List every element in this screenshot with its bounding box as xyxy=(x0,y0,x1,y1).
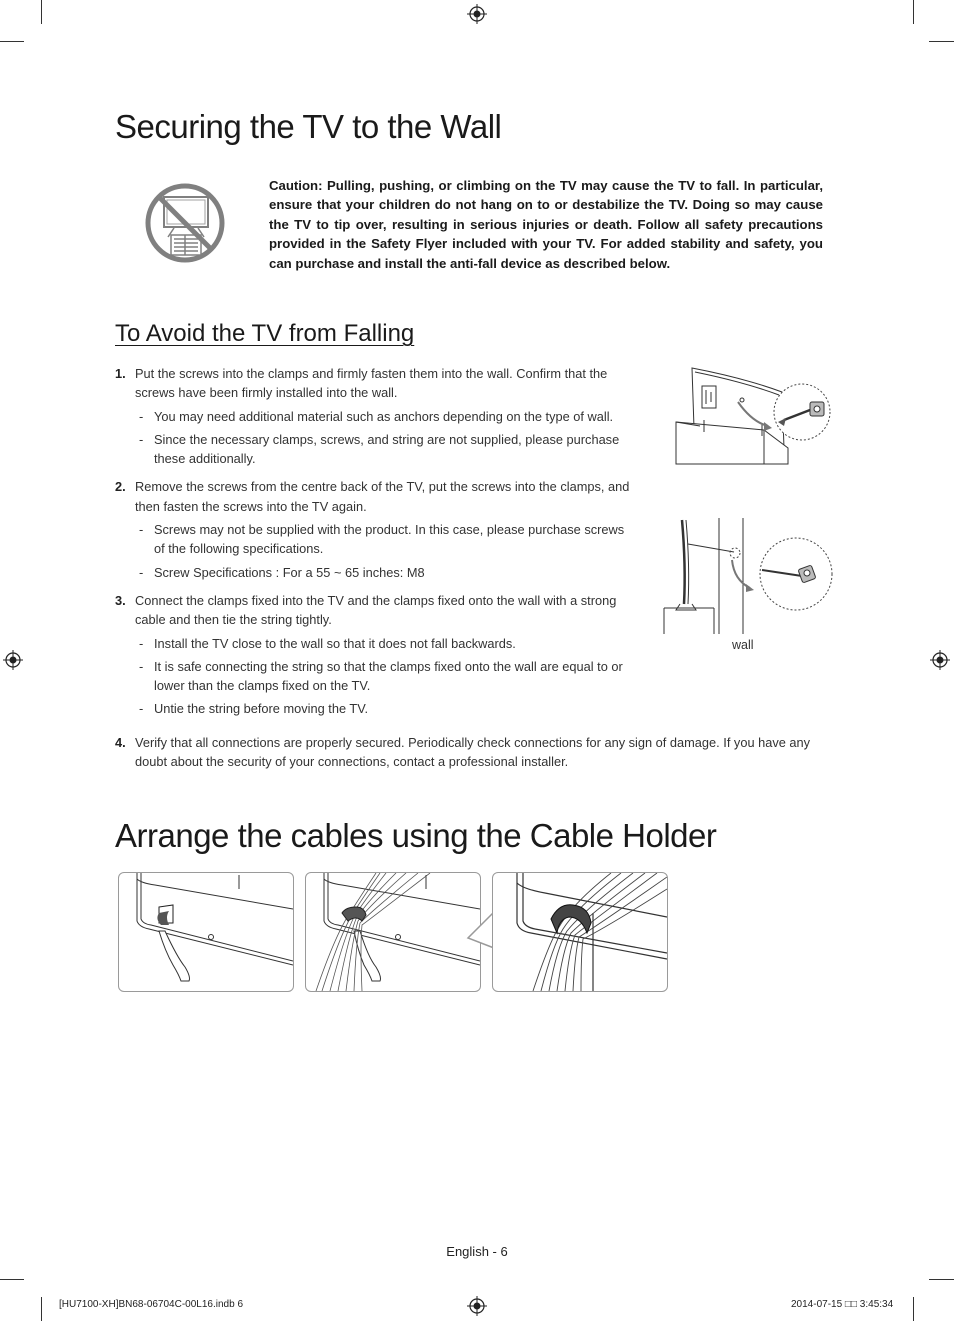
step-item xyxy=(115,364,635,403)
note-text: Install the TV close to the wall so that it does not fall backwards. xyxy=(154,635,516,651)
note-dash: - xyxy=(139,635,144,651)
step-number: 3. xyxy=(115,592,126,608)
page-number: English - 6 xyxy=(446,1244,508,1259)
crop-mark xyxy=(929,1279,954,1280)
registration-mark-icon xyxy=(930,650,950,670)
note-text: Untie the string before moving the TV. xyxy=(154,701,369,717)
caution-text: Caution: Pulling, pushing, or climbing on the TV may cause the TV to fall. In particular, ensure that your children do not hang on to or destabilize the TV. Doing so may cause the TV to tip over, resulting in serious injuries or death. Follow all safety precautions provided in the Safety Flyer included with your TV. For added stability and safety, you can purchase and install the anti-fall device as described below. xyxy=(269,178,823,271)
note-text: Screw Specifications : For a 55 ~ 65 inches: M8 xyxy=(154,564,425,580)
crop-mark xyxy=(0,1279,24,1280)
note-text: Screws may not be supplied with the product. In this case, please purchase screws of the following specifications. xyxy=(154,522,625,557)
note-text: You may need additional material such as anchors depending on the type of wall. xyxy=(154,408,614,424)
print-timestamp: 2014-07-15 □□ 3:45:34 xyxy=(791,1299,894,1310)
step-item xyxy=(115,591,635,630)
step-item xyxy=(115,733,825,772)
registration-mark-icon xyxy=(467,1296,487,1316)
step-number: 1. xyxy=(115,366,126,381)
step-item xyxy=(115,477,635,516)
section-subtitle: To Avoid the TV from Falling xyxy=(115,320,415,347)
step-text: Remove the screws from the centre back of the TV, put the screws into the clamps, and then fasten the screws into the TV again. xyxy=(135,479,630,514)
note-dash: - xyxy=(139,431,144,447)
cable-holder-detail-illustration xyxy=(492,872,668,992)
step-number: 4. xyxy=(115,735,126,750)
page-title: Securing the TV to the Wall xyxy=(115,108,502,145)
note-dash: - xyxy=(139,522,144,538)
step-notes xyxy=(115,520,635,582)
step-note xyxy=(135,657,635,696)
step-text: Verify that all connections are properly secured. Periodically check connections for any sign of damage. If you have any doubt about the security of your connections, contact a professional installer. xyxy=(135,735,811,770)
note-dash: - xyxy=(139,701,144,717)
step-notes xyxy=(115,407,635,469)
registration-mark-icon xyxy=(3,650,23,670)
wall-caption: wall xyxy=(732,638,754,652)
note-dash: - xyxy=(139,408,144,424)
crop-mark xyxy=(0,41,24,42)
note-text: It is safe connecting the string so that the clamps fixed onto the wall are equal to or lower than the clamps fixed on the TV. xyxy=(154,658,623,694)
step-note xyxy=(135,634,635,653)
no-tv-climbing-icon xyxy=(144,182,226,264)
step-notes xyxy=(115,634,635,719)
crop-mark xyxy=(41,0,42,24)
step-note xyxy=(135,430,635,469)
step-note xyxy=(135,563,635,582)
note-dash: - xyxy=(139,658,144,674)
cable-holder-step-2-illustration xyxy=(305,872,481,992)
tv-back-clamp-illustration xyxy=(664,364,836,470)
step-text: Put the screws into the clamps and firmly fasten them into the wall. Confirm that the screws have been firmly installed into the wall. xyxy=(135,366,608,401)
crop-mark xyxy=(929,41,954,42)
tv-wall-string-illustration xyxy=(662,516,838,636)
cable-holder-step-1-illustration xyxy=(118,872,294,992)
section-title: Arrange the cables using the Cable Holder xyxy=(115,817,717,854)
note-dash: - xyxy=(139,564,144,580)
step-number: 2. xyxy=(115,479,126,495)
step-note xyxy=(135,520,635,559)
step-note xyxy=(135,407,635,426)
step-text: Connect the clamps fixed into the TV and the clamps fixed onto the wall with a strong cable and then tie the string tightly. xyxy=(135,592,617,628)
step-note xyxy=(135,699,635,718)
crop-mark xyxy=(41,1297,42,1321)
step-list xyxy=(115,364,635,719)
note-text: Since the necessary clamps, screws, and string are not supplied, please purchase these additionally. xyxy=(154,431,620,467)
crop-mark xyxy=(913,1297,914,1321)
crop-mark xyxy=(913,0,914,24)
registration-mark-icon xyxy=(467,4,487,24)
print-file-name: [HU7100-XH]BN68-06704C-00L16.indb 6 xyxy=(59,1299,244,1310)
